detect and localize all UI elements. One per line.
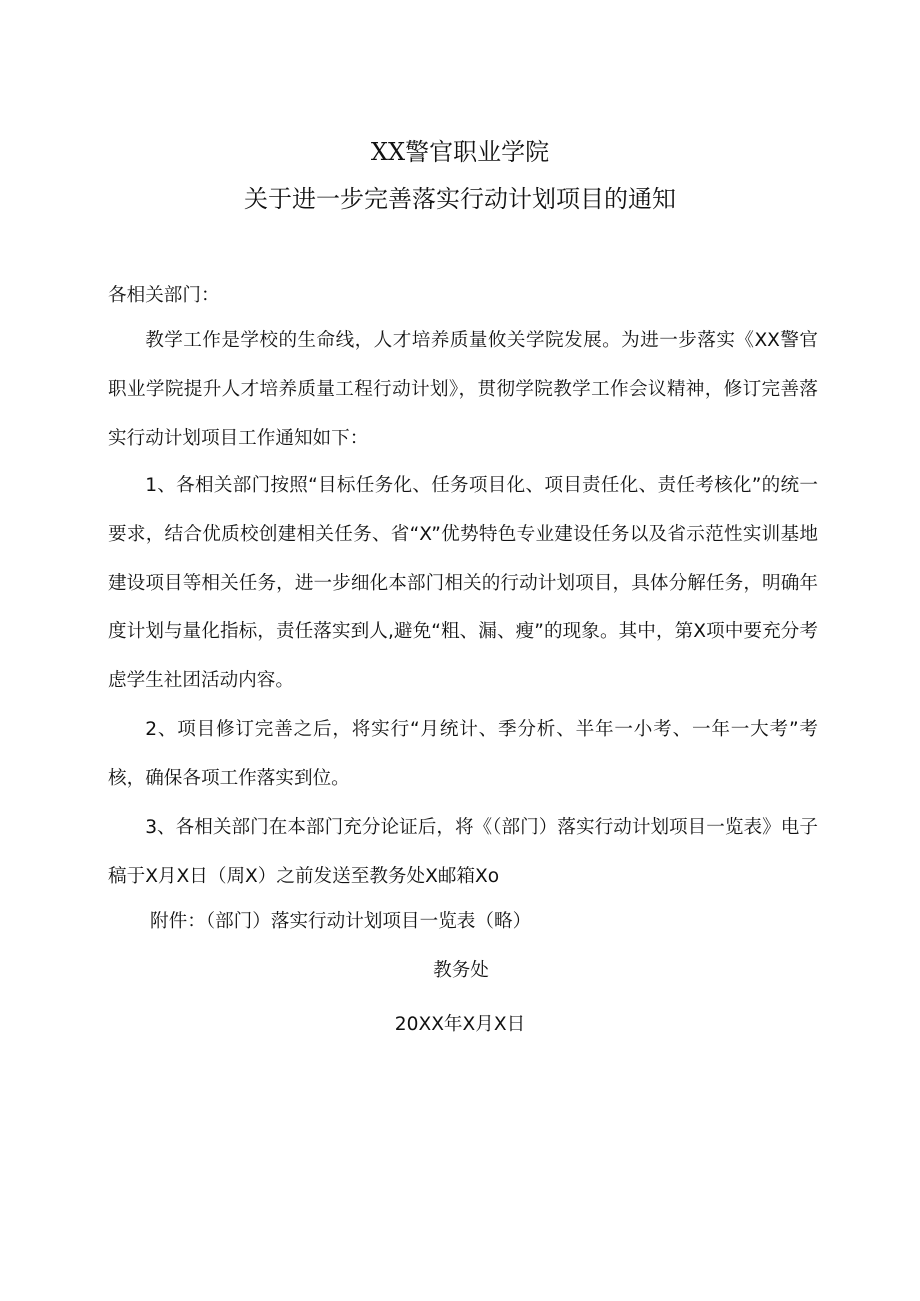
issue-date: 20XX年X月X日 xyxy=(394,1014,526,1035)
institution-title: XX警官职业学院 xyxy=(370,138,550,166)
paragraph-intro: 教学工作是学校的生命线，人才培养质量攸关学院发展。为进一步落实《XX警官职业学院提升人才培养质量工程行动计划》，贯彻学院教学工作会议精神，修订完善落实行动计划项目工作通知如下： xyxy=(108,330,818,449)
paragraph-item-2: 2、项目修订完善之后，将实行“月统计、季分析、半年一小考、一年一大考”考核，确保各项工作落实到位。 xyxy=(108,719,818,789)
notice-title: 关于进一步完善落实行动计划项目的通知 xyxy=(244,185,676,213)
issuing-department: 教务处 xyxy=(433,960,489,981)
paragraph-item-1: 1、各相关部门按照“目标任务化、任务项目化、项目责任化、责任考核化”的统一要求，结合优质校创建相关任务、省“X”优势特色专业建设任务以及省示范性实训基地建设项目等相关任务，进一步细化本部门相关的行动计划项目，具体分解任务，明确年度计划与量化指标，责任落实到人,避免“粗、漏、瘦”的现象。其中，第X项中要充分考虑学生社团活动内容。 xyxy=(108,475,818,692)
salutation: 各相关部门： xyxy=(108,285,220,306)
paragraph-item-3: 3、各相关部门在本部门充分论证后，将《（部门）落实行动计划项目一览表》电子稿于X月X日（周X）之前发送至教务处X邮箱Xo xyxy=(108,817,818,887)
attachment-note: 附件：（部门）落实行动计划项目一览表（略） xyxy=(150,911,532,932)
